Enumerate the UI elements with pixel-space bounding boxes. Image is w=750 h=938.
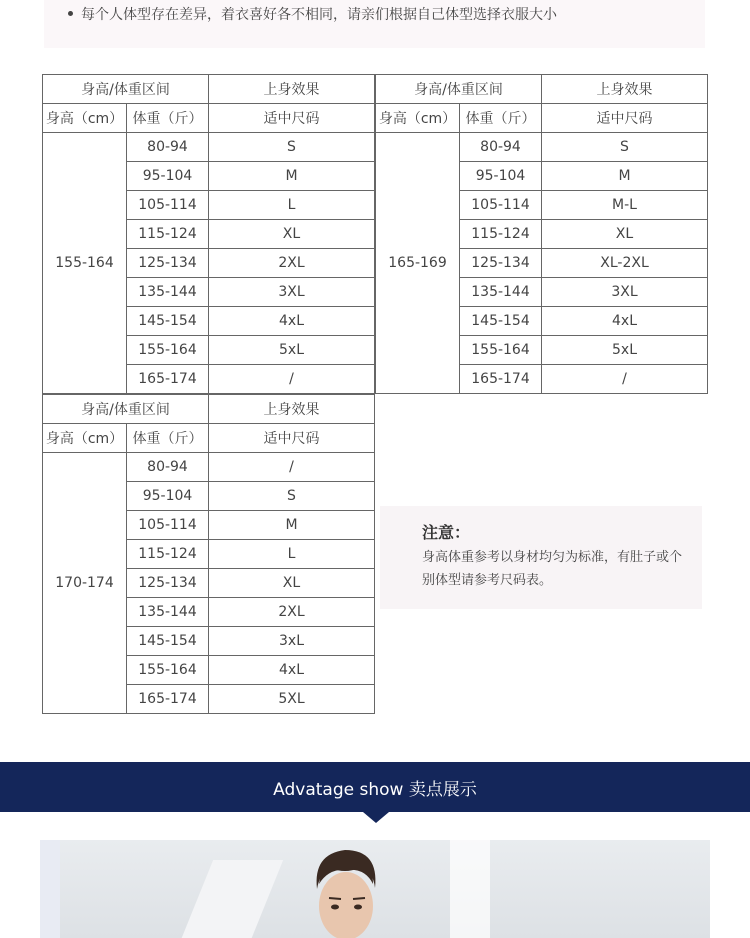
height-range: 155-164 [43, 133, 127, 394]
bullet-icon [68, 11, 73, 16]
height-range: 165-169 [376, 133, 460, 394]
attention-body: 身高体重参考以身材均匀为标准，有肚子或个别体型请参考尺码表。 [422, 550, 683, 588]
size-cell: XL [209, 569, 375, 598]
size-cell: S [542, 133, 708, 162]
size-cell: 2XL [209, 249, 375, 278]
size-cell: 5xL [542, 336, 708, 365]
table-subheader-row [376, 104, 708, 133]
weight-cell: 105-114 [127, 191, 209, 220]
size-table-1 [42, 74, 375, 394]
header-weight: 体重（斤） [127, 424, 209, 453]
weight-cell: 115-124 [127, 540, 209, 569]
weight-cell: 165-174 [127, 365, 209, 394]
size-cell: 3XL [209, 278, 375, 307]
section-banner [0, 762, 750, 812]
size-cell: S [209, 482, 375, 511]
section-banner-title: Advatage show 卖点展示 [273, 780, 477, 800]
weight-cell: 80-94 [127, 453, 209, 482]
weight-cell: 135-144 [460, 278, 542, 307]
size-cell: 5XL [209, 685, 375, 714]
header-size: 适中尺码 [542, 104, 708, 133]
weight-cell: 145-154 [460, 307, 542, 336]
size-cell: M [542, 162, 708, 191]
size-cell: 2XL [209, 598, 375, 627]
size-cell: 3XL [542, 278, 708, 307]
size-cell: / [209, 365, 375, 394]
weight-cell: 80-94 [460, 133, 542, 162]
weight-cell: 165-174 [127, 685, 209, 714]
table-header-row [43, 395, 375, 424]
header-size: 适中尺码 [209, 104, 375, 133]
weight-cell: 125-134 [127, 249, 209, 278]
weight-cell: 125-134 [460, 249, 542, 278]
attention-title: 注意： [422, 523, 471, 542]
weight-cell: 155-164 [460, 336, 542, 365]
size-cell: 4xL [542, 307, 708, 336]
table-row [43, 133, 375, 162]
size-cell: M [209, 162, 375, 191]
header-range: 身高/体重区间 [376, 75, 542, 104]
weight-cell: 105-114 [460, 191, 542, 220]
model-photo [40, 840, 710, 938]
weight-cell: 115-124 [127, 220, 209, 249]
size-cell: 5xL [209, 336, 375, 365]
header-range: 身高/体重区间 [43, 75, 209, 104]
header-height: 身高（cm） [43, 424, 127, 453]
header-size: 适中尺码 [209, 424, 375, 453]
header-range: 身高/体重区间 [43, 395, 209, 424]
attention-note [380, 506, 702, 609]
weight-cell: 145-154 [127, 307, 209, 336]
size-cell: M [209, 511, 375, 540]
table-header-row [43, 75, 375, 104]
weight-cell: 125-134 [127, 569, 209, 598]
size-cell: M-L [542, 191, 708, 220]
weight-cell: 155-164 [127, 656, 209, 685]
down-caret-icon [363, 812, 389, 823]
header-weight: 体重（斤） [127, 104, 209, 133]
size-cell: L [209, 540, 375, 569]
size-table-3 [42, 394, 375, 714]
fit-notice [44, 0, 705, 48]
size-cell: S [209, 133, 375, 162]
size-table-2 [375, 74, 708, 394]
size-cell: 3xL [209, 627, 375, 656]
size-cell: XL-2XL [542, 249, 708, 278]
size-cell: L [209, 191, 375, 220]
weight-cell: 95-104 [127, 482, 209, 511]
weight-cell: 135-144 [127, 598, 209, 627]
table-row [376, 133, 708, 162]
table-subheader-row [43, 424, 375, 453]
header-effect: 上身效果 [209, 395, 375, 424]
header-effect: 上身效果 [209, 75, 375, 104]
size-cell: / [209, 453, 375, 482]
table-header-row [376, 75, 708, 104]
weight-cell: 80-94 [127, 133, 209, 162]
weight-cell: 105-114 [127, 511, 209, 540]
header-height: 身高（cm） [43, 104, 127, 133]
size-cell: / [542, 365, 708, 394]
weight-cell: 135-144 [127, 278, 209, 307]
header-effect: 上身效果 [542, 75, 708, 104]
table-row [43, 453, 375, 482]
weight-cell: 165-174 [460, 365, 542, 394]
weight-cell: 145-154 [127, 627, 209, 656]
table-subheader-row [43, 104, 375, 133]
weight-cell: 155-164 [127, 336, 209, 365]
weight-cell: 95-104 [127, 162, 209, 191]
weight-cell: 115-124 [460, 220, 542, 249]
size-cell: XL [209, 220, 375, 249]
header-weight: 体重（斤） [460, 104, 542, 133]
model-portrait-icon [295, 844, 395, 938]
weight-cell: 95-104 [460, 162, 542, 191]
size-cell: 4xL [209, 656, 375, 685]
height-range: 170-174 [43, 453, 127, 714]
header-height: 身高（cm） [376, 104, 460, 133]
size-cell: XL [542, 220, 708, 249]
size-cell: 4xL [209, 307, 375, 336]
fit-notice-text: 每个人体型存在差异，着衣喜好各不相同，请亲们根据自己体型选择衣服大小 [81, 7, 557, 23]
